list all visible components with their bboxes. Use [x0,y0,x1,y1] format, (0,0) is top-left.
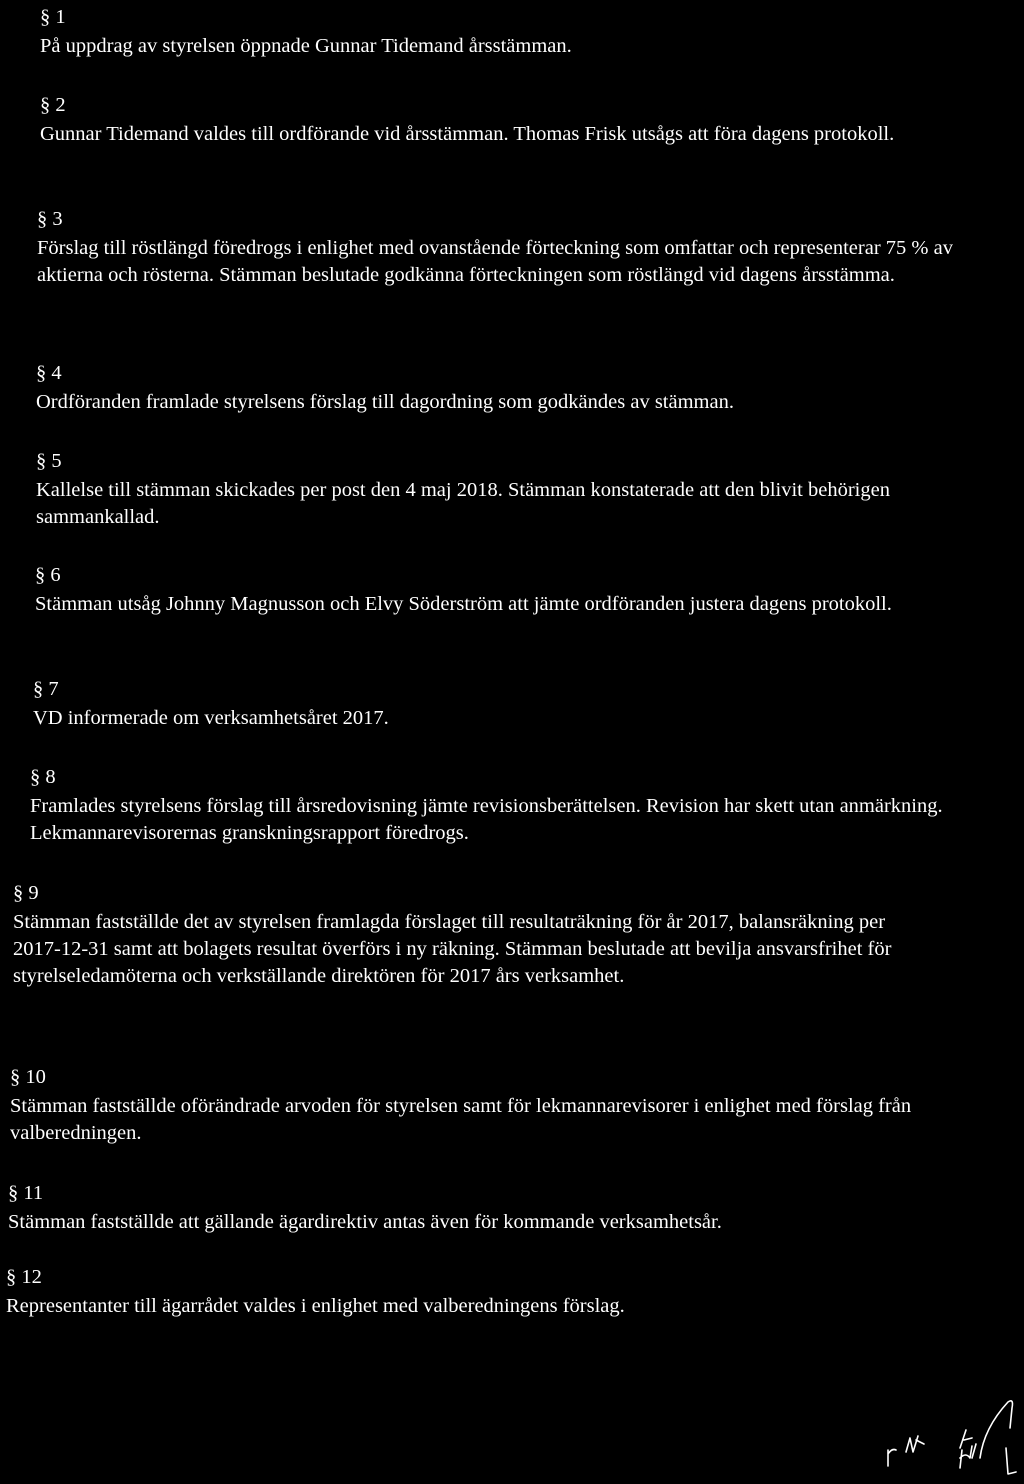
paragraph-text: Kallelse till stämman skickades per post den 4 maj 2018. Stämman konstaterade att den blivit behörigen sammankallad. [36,479,890,528]
paragraph-text: Stämman fastställde det av styrelsen framlagda förslaget till resultaträkning för år 2017, balansräkning per 2017-12-31 samt att bolagets resultat överförs i ny räkning. Stämman beslutade att bevilja ansvarsfrihet för styrelseledamöterna och verkställande direktören för 2017 års verksamhet. [13,911,892,987]
paragraph-number: § 7 [33,678,59,700]
paragraph-number: § 1 [40,6,66,28]
paragraph-4 [36,360,976,416]
paragraph-8 [30,764,960,847]
paragraph-number: § 10 [10,1066,46,1088]
paragraph-text: Representanter till ägarrådet valdes i enlighet med valberedningens förslag. [6,1295,625,1317]
paragraph-number: § 12 [6,1266,42,1288]
paragraph-text: Ordföranden framlade styrelsens förslag till dagordning som godkändes av stämman. [36,391,734,413]
paragraph-11 [8,1180,948,1236]
paragraph-text: På uppdrag av styrelsen öppnade Gunnar Tidemand årsstämman. [40,35,572,57]
paragraph-6 [35,562,965,618]
initials-signature [880,1388,1020,1478]
paragraph-3 [37,206,967,289]
paragraph-text: Stämman fastställde oförändrade arvoden för styrelsen samt för lekmannarevisorer i enlighet med förslag från valberedningen. [10,1095,912,1144]
paragraph-number: § 5 [36,450,62,472]
paragraph-number: § 6 [35,564,61,586]
paragraph-number: § 8 [30,766,56,788]
paragraph-number: § 9 [13,882,39,904]
paragraph-7 [33,676,973,732]
paragraph-1 [40,4,980,60]
paragraph-2 [40,92,970,148]
paragraph-number: § 4 [36,362,62,384]
paragraph-text: Förslag till röstlängd föredrogs i enlighet med ovanstående förteckning som omfattar och representerar 75 % av aktierna och rösterna. Stämman beslutade godkänna förteckningen som röstlängd vid dagens årsstämma. [37,237,953,286]
paragraph-9 [13,880,913,990]
paragraph-text: Stämman fastställde att gällande ägardirektiv antas även för kommande verksamhetsår. [8,1211,722,1233]
paragraph-12 [6,1264,946,1320]
paragraph-number: § 3 [37,208,63,230]
paragraph-text: Gunnar Tidemand valdes till ordförande vid årsstämman. Thomas Frisk utsågs att föra dagens protokoll. [40,123,895,145]
paragraph-number: § 2 [40,94,66,116]
paragraph-10 [10,1064,940,1147]
paragraph-number: § 11 [8,1182,44,1204]
paragraph-5 [36,448,966,531]
paragraph-text: Stämman utsåg Johnny Magnusson och Elvy Söderström att jämte ordföranden justera dagens protokoll. [35,593,892,615]
paragraph-text: VD informerade om verksamhetsåret 2017. [33,707,389,729]
paragraph-text: Framlades styrelsens förslag till årsredovisning jämte revisionsberättelsen. Revision har skett utan anmärkning. Lekmannarevisorernas granskningsrapport föredrogs. [30,795,943,844]
